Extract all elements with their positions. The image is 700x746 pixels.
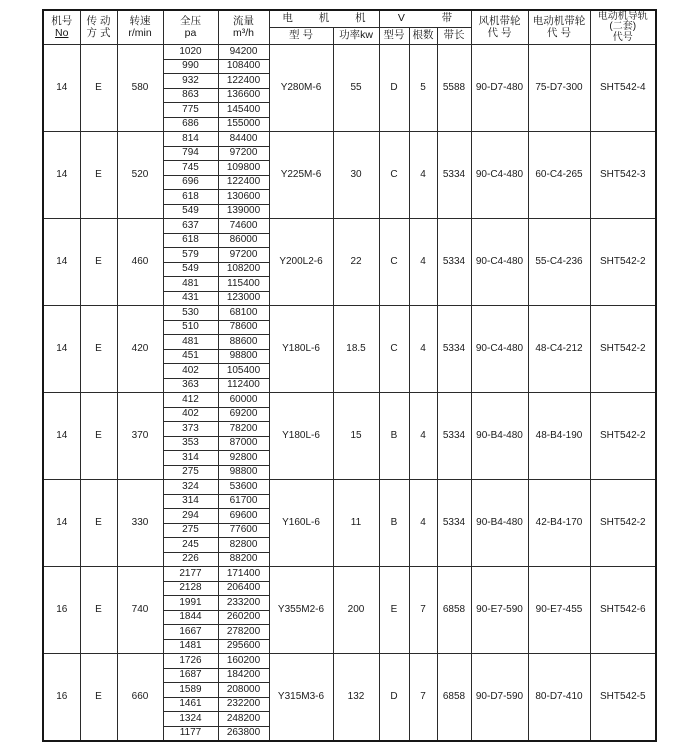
table-body: [43, 45, 656, 741]
motor-model-cell: Y160L-6: [269, 480, 333, 567]
motor-power-cell: 30: [333, 132, 379, 219]
speed-cell: 460: [117, 219, 163, 306]
col-header-belt-type: 型号: [379, 28, 409, 45]
spec-row: [43, 45, 656, 60]
flow-cell: 98800: [218, 349, 269, 364]
belt-type-cell: B: [379, 393, 409, 480]
flow-cell: 69200: [218, 407, 269, 422]
flow-cell: 248200: [218, 712, 269, 727]
speed-cell: 420: [117, 306, 163, 393]
machine-no-cell: 14: [43, 306, 80, 393]
transmission-cell: E: [80, 306, 117, 393]
flow-cell: 77600: [218, 523, 269, 538]
group-header-motor: 电 机 机: [269, 10, 379, 28]
motor-model-cell: Y280M-6: [269, 45, 333, 132]
belt-length-cell: 5588: [437, 45, 471, 132]
motor-rail-cell: SHT542-2: [590, 219, 656, 306]
flow-cell: 74600: [218, 219, 269, 234]
flow-cell: 60000: [218, 393, 269, 408]
flow-cell: 295600: [218, 639, 269, 654]
motor-pulley-cell: 55-C4-236: [528, 219, 590, 306]
flow-cell: 155000: [218, 117, 269, 132]
flow-cell: 87000: [218, 436, 269, 451]
flow-cell: 160200: [218, 654, 269, 669]
motor-power-cell: 15: [333, 393, 379, 480]
motor-power-cell: 200: [333, 567, 379, 654]
motor-model-cell: Y315M3-6: [269, 654, 333, 741]
transmission-cell: E: [80, 654, 117, 741]
machine-no-cell: 14: [43, 393, 80, 480]
pressure-cell: 932: [163, 74, 218, 89]
col-header-machine-no: 机号 No: [43, 10, 80, 45]
pressure-cell: 2128: [163, 581, 218, 596]
belt-length-cell: 5334: [437, 219, 471, 306]
belt-length-cell: 6858: [437, 654, 471, 741]
motor-rail-cell: SHT542-2: [590, 306, 656, 393]
motor-power-cell: 55: [333, 45, 379, 132]
machine-no-cell: 16: [43, 567, 80, 654]
flow-cell: 260200: [218, 610, 269, 625]
pressure-cell: 412: [163, 393, 218, 408]
flow-cell: 97200: [218, 248, 269, 263]
pressure-cell: 618: [163, 190, 218, 205]
belt-type-cell: D: [379, 45, 409, 132]
col-header-motor-pulley: 电动机带轮 代 号: [528, 10, 590, 45]
pressure-cell: 579: [163, 248, 218, 263]
pressure-cell: 226: [163, 552, 218, 567]
motor-pulley-cell: 60-C4-265: [528, 132, 590, 219]
belt-type-cell: C: [379, 219, 409, 306]
pressure-cell: 1667: [163, 625, 218, 640]
belt-count-cell: 4: [409, 219, 437, 306]
flow-cell: 115400: [218, 277, 269, 292]
motor-model-cell: Y180L-6: [269, 393, 333, 480]
flow-cell: 78200: [218, 422, 269, 437]
machine-no-cell: 14: [43, 132, 80, 219]
belt-count-cell: 4: [409, 306, 437, 393]
transmission-cell: E: [80, 480, 117, 567]
speed-cell: 580: [117, 45, 163, 132]
col-header-pressure: 全压 pa: [163, 10, 218, 45]
flow-cell: 53600: [218, 480, 269, 495]
col-header-belt-count: 根数: [409, 28, 437, 45]
flow-cell: 122400: [218, 175, 269, 190]
speed-cell: 740: [117, 567, 163, 654]
col-header-flow: 流量 m³/h: [218, 10, 269, 45]
motor-power-cell: 22: [333, 219, 379, 306]
transmission-cell: E: [80, 45, 117, 132]
flow-cell: 112400: [218, 378, 269, 393]
motor-rail-cell: SHT542-3: [590, 132, 656, 219]
belt-length-cell: 5334: [437, 393, 471, 480]
pressure-cell: 637: [163, 219, 218, 234]
flow-cell: 61700: [218, 494, 269, 509]
pressure-cell: 275: [163, 523, 218, 538]
flow-cell: 78600: [218, 320, 269, 335]
speed-cell: 370: [117, 393, 163, 480]
belt-count-cell: 4: [409, 480, 437, 567]
transmission-cell: E: [80, 219, 117, 306]
motor-pulley-cell: 90-E7-455: [528, 567, 590, 654]
pressure-cell: 324: [163, 480, 218, 495]
flow-cell: 108200: [218, 262, 269, 277]
col-header-fan-pulley: 风机带轮 代 号: [471, 10, 528, 45]
pressure-cell: 745: [163, 161, 218, 176]
flow-cell: 86000: [218, 233, 269, 248]
pressure-cell: 402: [163, 407, 218, 422]
spec-row: [43, 219, 656, 234]
belt-count-cell: 4: [409, 393, 437, 480]
flow-cell: 68100: [218, 306, 269, 321]
pressure-cell: 353: [163, 436, 218, 451]
motor-pulley-cell: 80-D7-410: [528, 654, 590, 741]
flow-cell: 97200: [218, 146, 269, 161]
flow-cell: 88600: [218, 335, 269, 350]
flow-cell: 145400: [218, 103, 269, 118]
pressure-cell: 481: [163, 335, 218, 350]
motor-power-cell: 11: [333, 480, 379, 567]
belt-type-cell: E: [379, 567, 409, 654]
spec-row: [43, 132, 656, 147]
flow-cell: 233200: [218, 596, 269, 611]
pressure-cell: 618: [163, 233, 218, 248]
belt-length-cell: 5334: [437, 132, 471, 219]
table-header: [43, 10, 656, 45]
flow-cell: 94200: [218, 45, 269, 60]
pressure-cell: 863: [163, 88, 218, 103]
flow-cell: 123000: [218, 291, 269, 306]
motor-power-cell: 18.5: [333, 306, 379, 393]
pressure-cell: 481: [163, 277, 218, 292]
speed-cell: 660: [117, 654, 163, 741]
flow-cell: 69600: [218, 509, 269, 524]
spec-row: [43, 393, 656, 408]
belt-type-cell: B: [379, 480, 409, 567]
spec-row: [43, 654, 656, 669]
motor-rail-cell: SHT542-4: [590, 45, 656, 132]
speed-cell: 520: [117, 132, 163, 219]
pressure-cell: 1461: [163, 697, 218, 712]
belt-type-cell: D: [379, 654, 409, 741]
pressure-cell: 990: [163, 59, 218, 74]
pressure-cell: 549: [163, 262, 218, 277]
pressure-cell: 1991: [163, 596, 218, 611]
fan-pulley-cell: 90-C4-480: [471, 132, 528, 219]
col-header-speed: 转速 r/min: [117, 10, 163, 45]
fan-pulley-cell: 90-C4-480: [471, 219, 528, 306]
pressure-cell: 373: [163, 422, 218, 437]
pressure-cell: 314: [163, 494, 218, 509]
fan-pulley-cell: 90-E7-590: [471, 567, 528, 654]
machine-no-cell: 14: [43, 45, 80, 132]
pressure-cell: 1589: [163, 683, 218, 698]
flow-cell: 139000: [218, 204, 269, 219]
flow-cell: 98800: [218, 465, 269, 480]
belt-count-cell: 5: [409, 45, 437, 132]
flow-cell: 263800: [218, 726, 269, 741]
transmission-cell: E: [80, 393, 117, 480]
flow-cell: 171400: [218, 567, 269, 582]
motor-model-cell: Y180L-6: [269, 306, 333, 393]
flow-cell: 136600: [218, 88, 269, 103]
motor-model-cell: Y225M-6: [269, 132, 333, 219]
pressure-cell: 1324: [163, 712, 218, 727]
pressure-cell: 294: [163, 509, 218, 524]
flow-cell: 92800: [218, 451, 269, 466]
fan-motor-spec-table: [42, 9, 657, 742]
motor-rail-cell: SHT542-2: [590, 393, 656, 480]
flow-cell: 232200: [218, 697, 269, 712]
flow-cell: 184200: [218, 668, 269, 683]
pressure-cell: 549: [163, 204, 218, 219]
pressure-cell: 363: [163, 378, 218, 393]
col-header-belt-length: 带长: [437, 28, 471, 45]
pressure-cell: 431: [163, 291, 218, 306]
pressure-cell: 1844: [163, 610, 218, 625]
fan-pulley-cell: 90-B4-480: [471, 393, 528, 480]
belt-count-cell: 4: [409, 132, 437, 219]
flow-cell: 108400: [218, 59, 269, 74]
col-header-motor-model: 型 号: [269, 28, 333, 45]
pressure-cell: 451: [163, 349, 218, 364]
spec-row: [43, 567, 656, 582]
pressure-cell: 1687: [163, 668, 218, 683]
motor-rail-cell: SHT542-6: [590, 567, 656, 654]
motor-model-cell: Y200L2-6: [269, 219, 333, 306]
pressure-cell: 530: [163, 306, 218, 321]
flow-cell: 82800: [218, 538, 269, 553]
col-header-motor-rail: 电动机导轨 (二套) 代号: [590, 10, 656, 45]
belt-count-cell: 7: [409, 654, 437, 741]
pressure-cell: 314: [163, 451, 218, 466]
machine-no-cell: 14: [43, 480, 80, 567]
flow-cell: 88200: [218, 552, 269, 567]
pressure-cell: 794: [163, 146, 218, 161]
flow-cell: 206400: [218, 581, 269, 596]
col-header-transmission: 传 动 方 式: [80, 10, 117, 45]
machine-no-cell: 14: [43, 219, 80, 306]
flow-cell: 105400: [218, 364, 269, 379]
pressure-cell: 402: [163, 364, 218, 379]
pressure-cell: 275: [163, 465, 218, 480]
pressure-cell: 1177: [163, 726, 218, 741]
spec-row: [43, 480, 656, 495]
flow-cell: 130600: [218, 190, 269, 205]
pressure-cell: 686: [163, 117, 218, 132]
machine-no-cell: 16: [43, 654, 80, 741]
pressure-cell: 2177: [163, 567, 218, 582]
pressure-cell: 1726: [163, 654, 218, 669]
belt-count-cell: 7: [409, 567, 437, 654]
pressure-cell: 1020: [163, 45, 218, 60]
transmission-cell: E: [80, 567, 117, 654]
speed-cell: 330: [117, 480, 163, 567]
belt-length-cell: 5334: [437, 480, 471, 567]
fan-pulley-cell: 90-B4-480: [471, 480, 528, 567]
pressure-cell: 814: [163, 132, 218, 147]
col-header-motor-power: 功率kw: [333, 28, 379, 45]
belt-type-cell: C: [379, 306, 409, 393]
motor-pulley-cell: 42-B4-170: [528, 480, 590, 567]
flow-cell: 208000: [218, 683, 269, 698]
pressure-cell: 696: [163, 175, 218, 190]
pressure-cell: 245: [163, 538, 218, 553]
belt-length-cell: 5334: [437, 306, 471, 393]
fan-pulley-cell: 90-D7-590: [471, 654, 528, 741]
flow-cell: 109800: [218, 161, 269, 176]
pressure-cell: 1481: [163, 639, 218, 654]
motor-pulley-cell: 48-B4-190: [528, 393, 590, 480]
motor-power-cell: 132: [333, 654, 379, 741]
motor-pulley-cell: 75-D7-300: [528, 45, 590, 132]
flow-cell: 84400: [218, 132, 269, 147]
motor-rail-cell: SHT542-5: [590, 654, 656, 741]
belt-length-cell: 6858: [437, 567, 471, 654]
spec-row: [43, 306, 656, 321]
motor-rail-cell: SHT542-2: [590, 480, 656, 567]
pressure-cell: 775: [163, 103, 218, 118]
flow-cell: 122400: [218, 74, 269, 89]
fan-pulley-cell: 90-C4-480: [471, 306, 528, 393]
fan-pulley-cell: 90-D7-480: [471, 45, 528, 132]
transmission-cell: E: [80, 132, 117, 219]
flow-cell: 278200: [218, 625, 269, 640]
group-header-vbelt: V 带: [379, 10, 471, 28]
pressure-cell: 510: [163, 320, 218, 335]
belt-type-cell: C: [379, 132, 409, 219]
motor-model-cell: Y355M2-6: [269, 567, 333, 654]
motor-pulley-cell: 48-C4-212: [528, 306, 590, 393]
